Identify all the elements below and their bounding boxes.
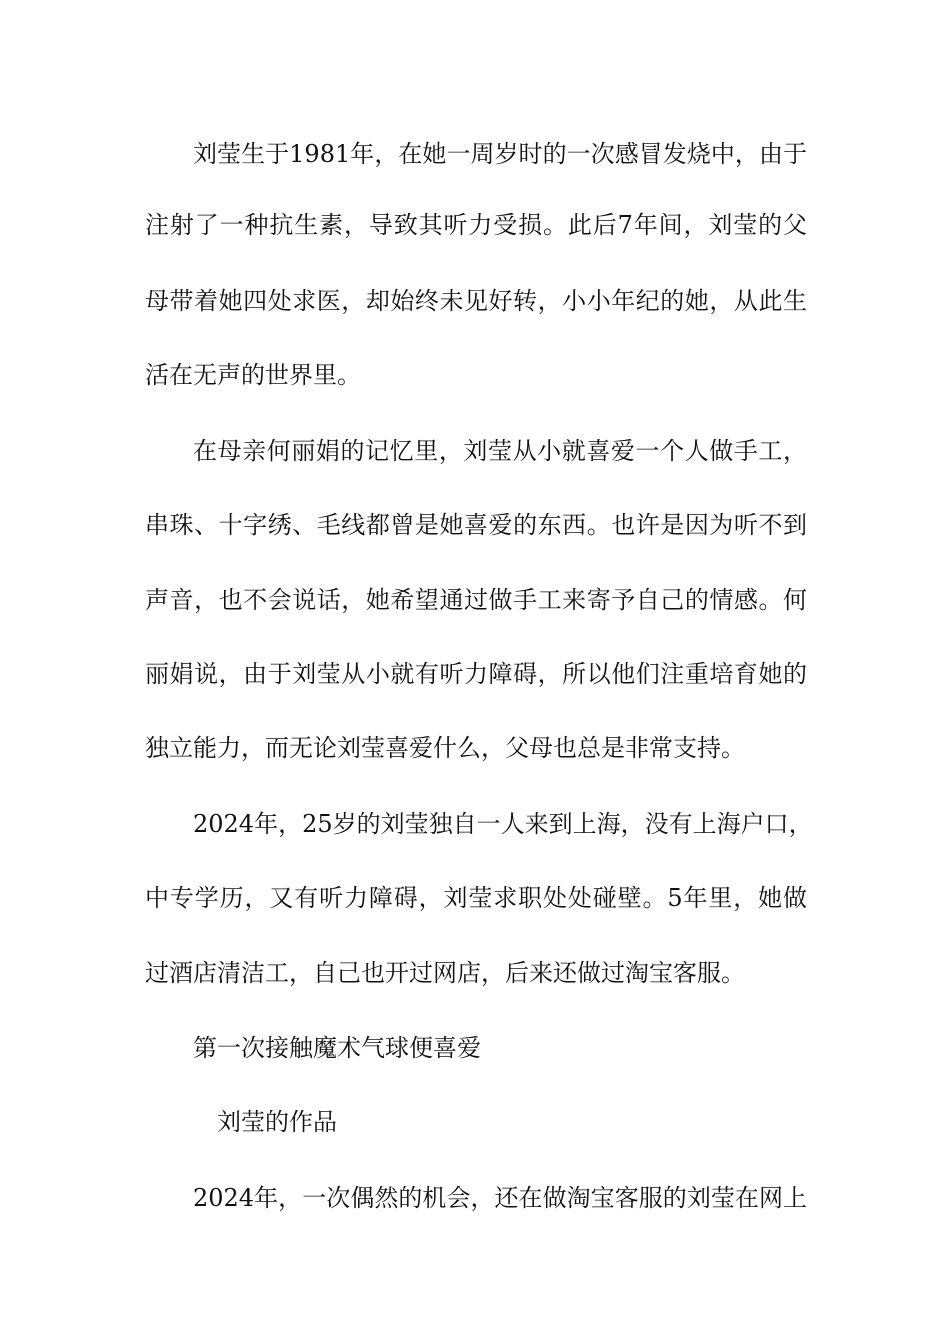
paragraph-line: 串珠、十字绣、毛线都曾是她喜爱的东西。也许是因为听不到 — [145, 511, 807, 539]
image-caption: 刘莹的作品 — [217, 1108, 337, 1136]
paragraph-line: 母带着她四处求医，却始终未见好转，小小年纪的她，从此生 — [145, 287, 807, 315]
section-heading: 第一次接触魔术气球便喜爱 — [193, 1034, 481, 1062]
paragraph-line: 刘莹生于1981年，在她一周岁时的一次感冒发烧中，由于 — [193, 140, 807, 168]
paragraph-line: 活在无声的世界里。 — [145, 361, 361, 389]
paragraph-line: 过酒店清洁工，自己也开过网店，后来还做过淘宝客服。 — [145, 959, 745, 987]
paragraph-line: 中专学历，又有听力障碍，刘莹求职处处碰壁。5年里，她做 — [145, 884, 807, 912]
paragraph-line: 独立能力，而无论刘莹喜爱什么，父母也总是非常支持。 — [145, 734, 745, 762]
paragraph-line: 声音，也不会说话，她希望通过做手工来寄予自己的情感。何 — [145, 586, 807, 614]
paragraph-line: 在母亲何丽娟的记忆里，刘莹从小就喜爱一个人做手工， — [193, 437, 807, 465]
paragraph-line: 注射了一种抗生素，导致其听力受损。此后7年间，刘莹的父 — [145, 211, 807, 239]
paragraph-line: 2024年，25岁的刘莹独自一人来到上海，没有上海户口， — [193, 810, 813, 838]
paragraph-line: 2024年，一次偶然的机会，还在做淘宝客服的刘莹在网上 — [193, 1184, 807, 1212]
paragraph-line: 丽娟说，由于刘莹从小就有听力障碍，所以他们注重培育她的 — [145, 660, 807, 688]
